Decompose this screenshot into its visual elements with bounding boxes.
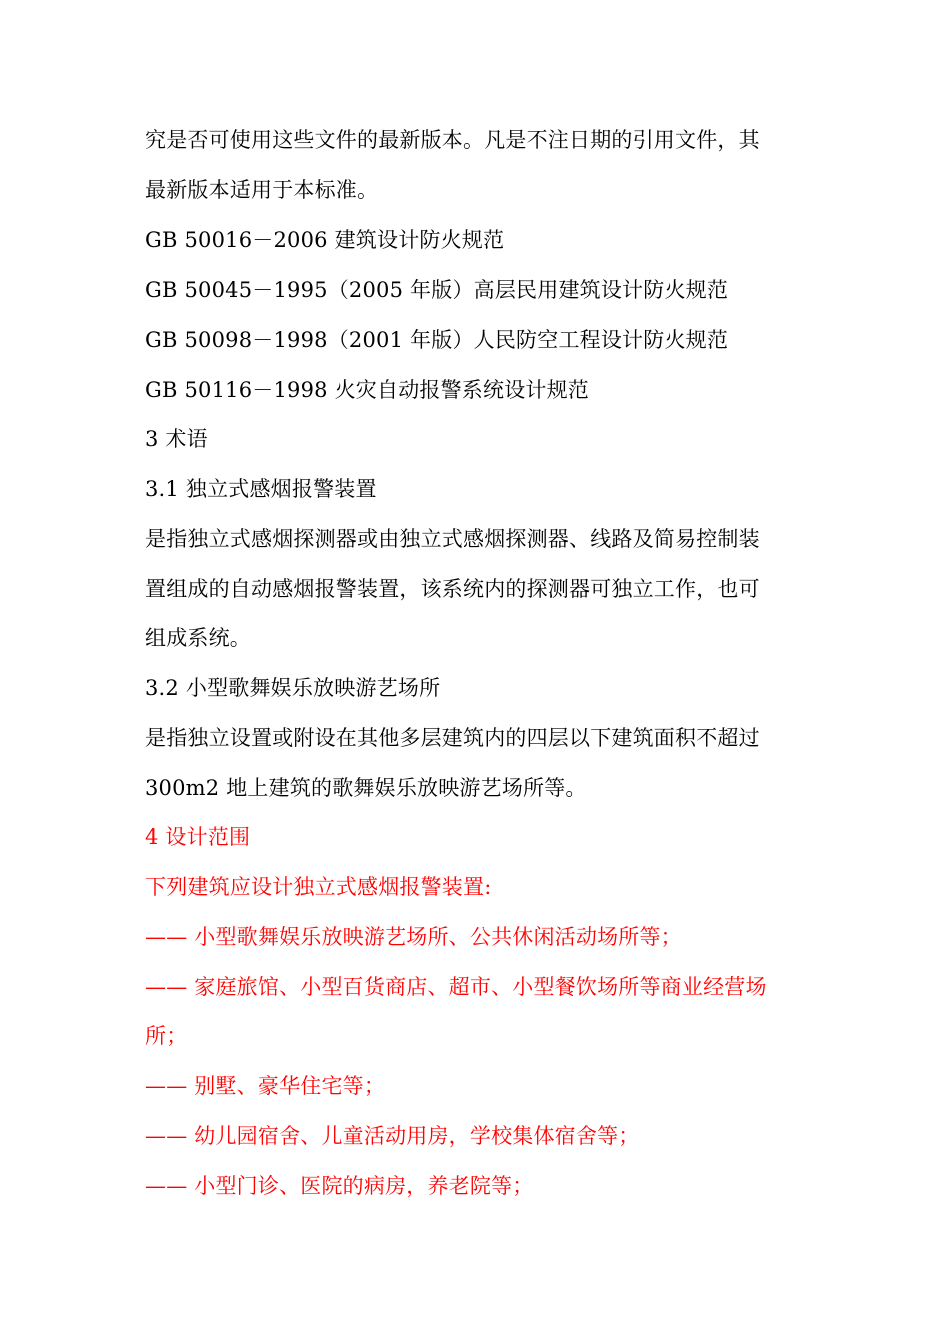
section-heading: 3 术语 xyxy=(145,427,208,451)
text-line: 下列建筑应设计独立式感烟报警装置: xyxy=(145,875,492,899)
text-line: 300m2 地上建筑的歌舞娱乐放映游艺场所等。 xyxy=(145,776,587,800)
list-item: —— 小型门诊、医院的病房，养老院等； xyxy=(145,1174,534,1198)
list-item: —— 别墅、豪华住宅等； xyxy=(145,1074,386,1098)
list-item-continuation: 所； xyxy=(145,1024,188,1048)
list-item: —— 家庭旅馆、小型百货商店、超市、小型餐饮场所等商业经营场 xyxy=(145,975,767,999)
reference-item: GB 50016－2006 建筑设计防火规范 xyxy=(145,228,505,252)
text-line: 是指独立设置或附设在其他多层建筑内的四层以下建筑面积不超过 xyxy=(145,726,760,750)
reference-item: GB 50116－1998 火灾自动报警系统设计规范 xyxy=(145,378,590,402)
list-item: —— 小型歌舞娱乐放映游艺场所、公共休闲活动场所等； xyxy=(145,925,682,949)
reference-item: GB 50098－1998（2001 年版）人民防空工程设计防火规范 xyxy=(145,328,729,352)
text-line: 置组成的自动感烟报警装置，该系统内的探测器可独立工作，也可 xyxy=(145,577,760,601)
text-line: 究是否可使用这些文件的最新版本。凡是不注日期的引用文件，其 xyxy=(145,128,760,152)
subsection-heading: 3.1 独立式感烟报警装置 xyxy=(145,477,377,501)
text-line: 是指独立式感烟探测器或由独立式感烟探测器、线路及简易控制装 xyxy=(145,527,760,551)
section-heading: 4 设计范围 xyxy=(145,825,251,849)
list-item: —— 幼儿园宿舍、儿童活动用房，学校集体宿舍等； xyxy=(145,1124,640,1148)
subsection-heading: 3.2 小型歌舞娱乐放映游艺场所 xyxy=(145,676,441,700)
text-line: 最新版本适用于本标准。 xyxy=(145,178,379,202)
reference-item: GB 50045－1995（2005 年版）高层民用建筑设计防火规范 xyxy=(145,278,729,302)
text-line: 组成系统。 xyxy=(145,626,251,650)
